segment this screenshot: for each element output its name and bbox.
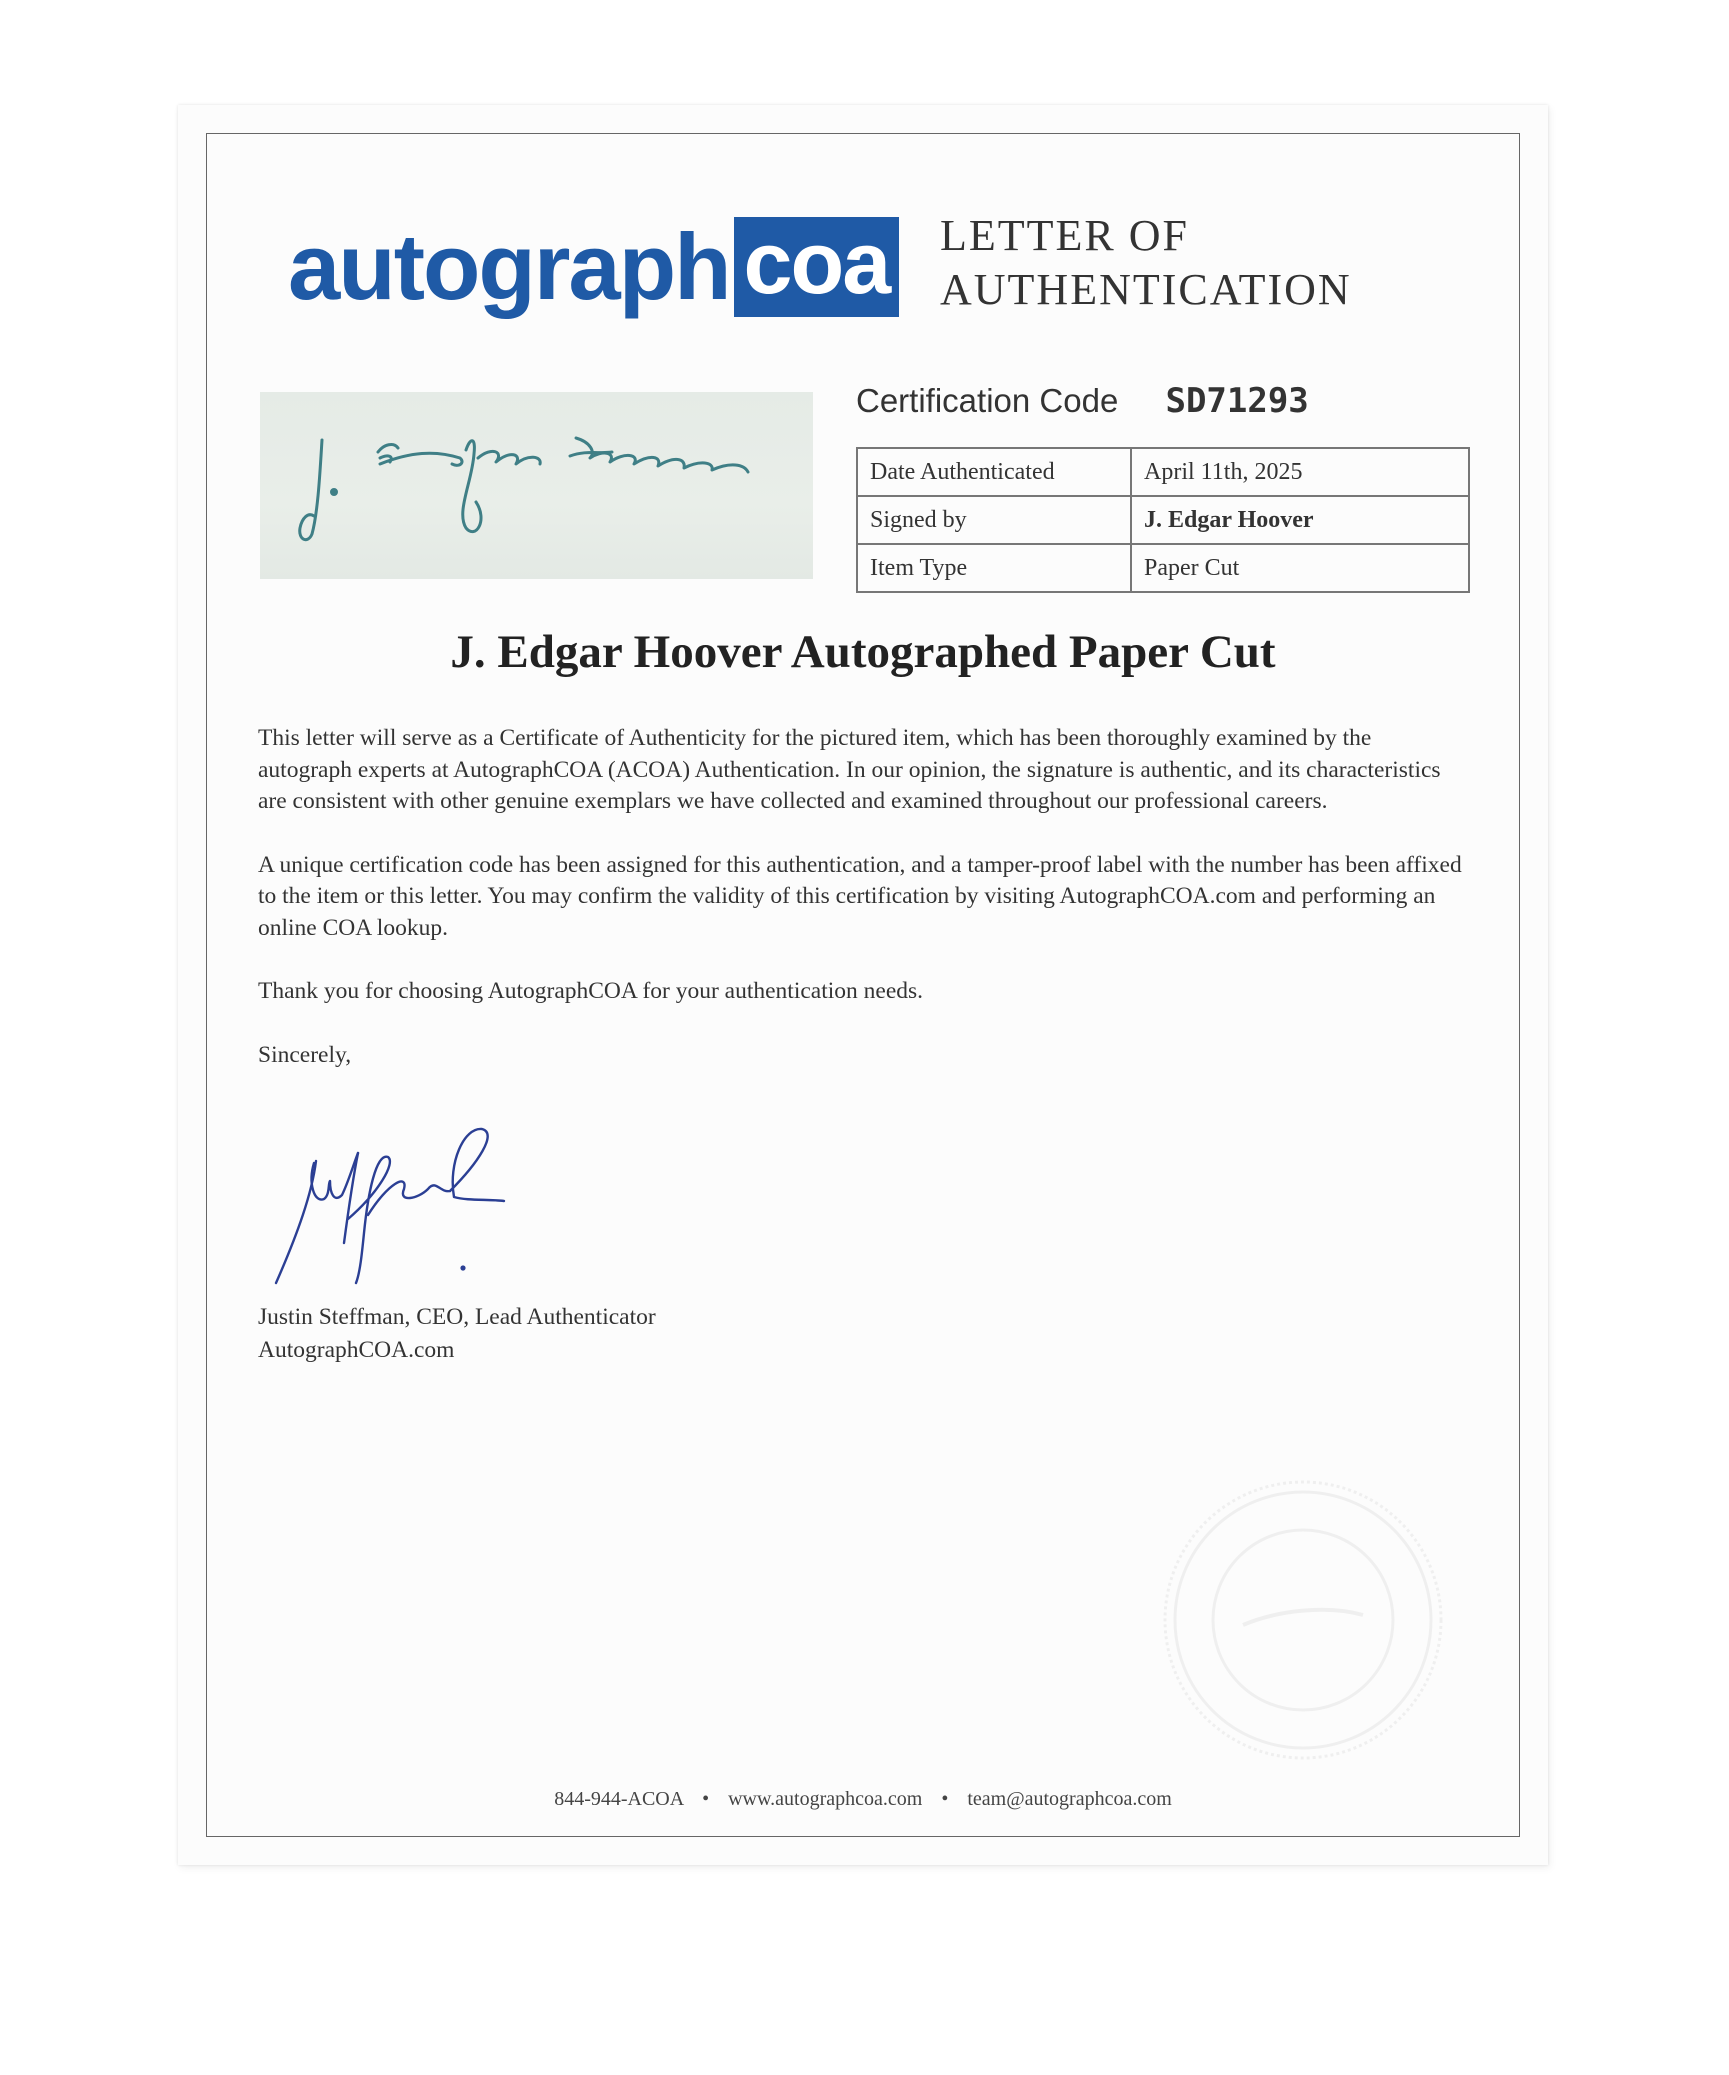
footer-separator: • <box>941 1788 949 1810</box>
letter-title <box>940 209 1352 317</box>
certificate-sheet <box>178 105 1548 1865</box>
details-row-item-type <box>857 544 1469 592</box>
details-label: Item Type <box>857 544 1131 592</box>
signer-block <box>258 1301 656 1367</box>
footer-email: team@autographcoa.com <box>967 1788 1172 1810</box>
details-row-signed-by <box>857 496 1469 544</box>
footer-website: www.autographcoa.com <box>728 1788 923 1810</box>
hoover-signature-image <box>260 392 813 579</box>
details-row-date <box>857 448 1469 496</box>
letter-title-line1: LETTER OF <box>940 211 1189 260</box>
logo-text-autograph: autograph <box>288 214 730 319</box>
logo-text-coa: coa <box>734 217 900 317</box>
document-title: J. Edgar Hoover Autographed Paper Cut <box>450 626 1276 678</box>
footer-separator: • <box>702 1788 710 1810</box>
embossed-seal-icon <box>1158 1475 1448 1765</box>
body-paragraph: A unique certification code has been assigned for this authentication, and a tamper-proof label with the number has been affixed to the item or this letter. You may confirm the validity of this certification by visiting AutographCOA.com and performing an online COA lookup. <box>258 851 1462 941</box>
signature-item-photo <box>260 392 813 579</box>
signer-site: AutographCOA.com <box>258 1337 455 1363</box>
ceo-signature <box>268 1123 508 1293</box>
details-value: J. Edgar Hoover <box>1131 496 1469 544</box>
signer-name: Justin Steffman, CEO, Lead Authenticator <box>258 1304 656 1330</box>
certification-code-value: SD71293 <box>1165 381 1309 421</box>
details-table <box>856 447 1470 593</box>
footer-contact <box>178 1788 1548 1811</box>
letter-body <box>258 723 1468 1103</box>
certification-code-label: Certification Code <box>856 382 1119 419</box>
footer-phone: 844-944-ACOA <box>554 1788 684 1810</box>
details-label: Signed by <box>857 496 1131 544</box>
details-value: Paper Cut <box>1131 544 1469 592</box>
details-label: Date Authenticated <box>857 448 1131 496</box>
details-value: April 11th, 2025 <box>1131 448 1469 496</box>
closing-sincerely: Sincerely, <box>258 1041 352 1068</box>
letter-title-line2: AUTHENTICATION <box>940 265 1352 314</box>
autographcoa-logo <box>288 213 899 319</box>
body-paragraph: Thank you for choosing AutographCOA for your authentication needs. <box>258 978 924 1004</box>
certification-code <box>856 381 1309 421</box>
body-paragraph: This letter will serve as a Certificate of Authenticity for the pictured item, which has been thoroughly examined by the autograph experts at AutographCOA (ACOA) Authentication. In our opinion, the signature is authentic, and its characteristics are consistent with other genuine exemplars we have collected and examined throughout our professional careers. <box>258 725 1441 814</box>
